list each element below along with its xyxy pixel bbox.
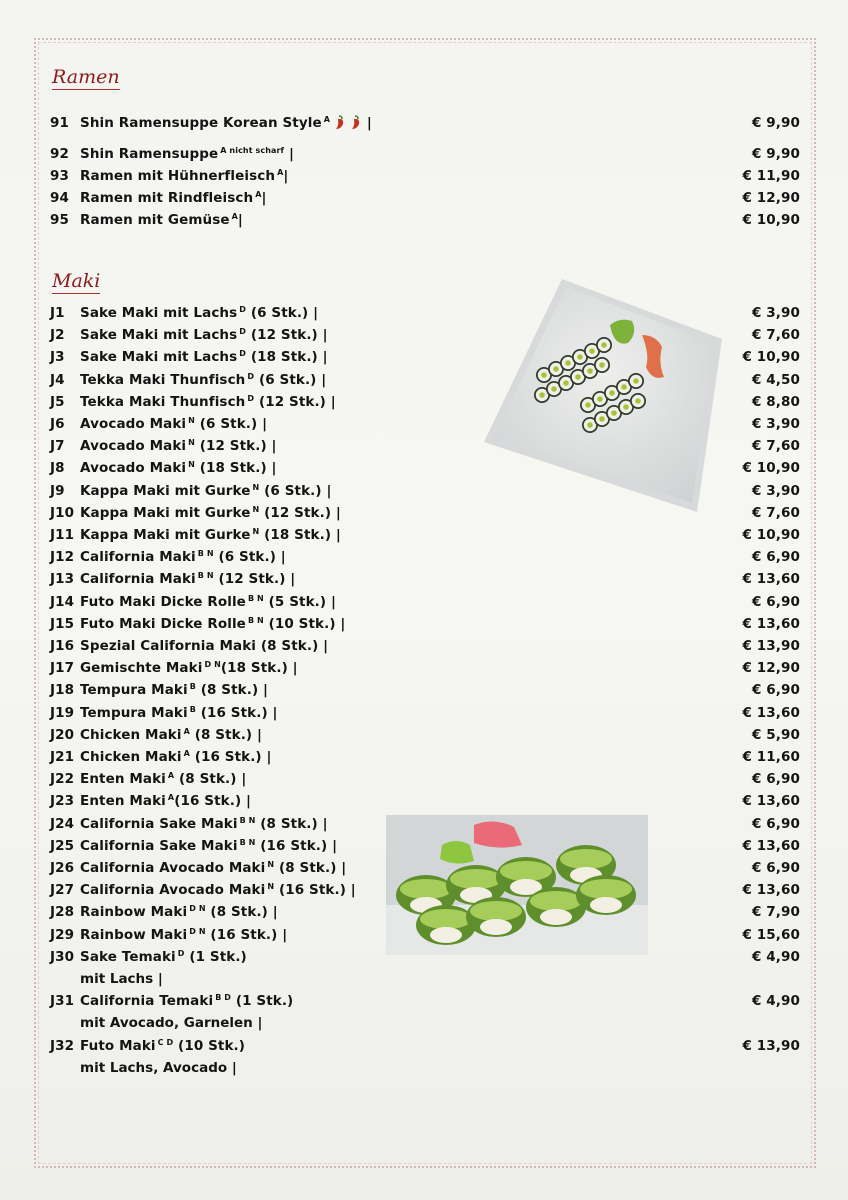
item-price: € 6,90	[751, 594, 800, 610]
item-name-text: Tekka Maki Thunfisch	[80, 394, 246, 410]
item-name	[80, 146, 294, 162]
item-description: mit Avocado, Garnelen |	[80, 1015, 263, 1031]
item-price: € 13,60	[742, 838, 800, 854]
item-price: € 6,90	[751, 682, 800, 698]
allergen-codes: A	[277, 168, 284, 177]
allergen-codes: D N	[204, 660, 221, 669]
item-portion: (12 Stk.) |	[194, 438, 277, 454]
menu-item-row	[50, 594, 800, 614]
item-name	[80, 594, 336, 610]
item-name-text: California Avocado Maki	[80, 860, 266, 876]
item-portion: (6 Stk.) |	[194, 416, 268, 432]
item-name	[80, 727, 262, 743]
item-number: J24	[50, 816, 75, 832]
allergen-codes: A	[183, 727, 190, 736]
item-price: € 13,60	[742, 705, 800, 721]
item-portion: (16 Stk.) |	[189, 749, 272, 765]
item-number: J26	[50, 860, 75, 876]
item-name	[80, 771, 246, 787]
item-number: J29	[50, 927, 75, 943]
item-portion: (8 Stk.) |	[195, 682, 269, 698]
item-name-text: Kappa Maki mit Gurke	[80, 505, 251, 521]
item-number: J10	[50, 505, 75, 521]
item-name-text: Chicken Maki	[80, 727, 182, 743]
item-number: J3	[50, 349, 65, 365]
allergen-codes: D	[177, 949, 185, 958]
item-portion: |	[237, 212, 243, 228]
item-number: J12	[50, 549, 75, 565]
item-price: € 10,90	[742, 527, 800, 543]
item-portion: (8 Stk.) |	[174, 771, 247, 787]
item-name	[80, 816, 328, 832]
item-price: € 7,90	[751, 904, 800, 920]
menu-item-row	[50, 168, 800, 188]
allergen-codes: B	[189, 682, 196, 691]
item-number: J21	[50, 749, 75, 765]
item-portion: |	[362, 115, 372, 131]
allergen-codes: D	[247, 372, 255, 381]
allergen-codes: C D	[157, 1038, 174, 1047]
allergen-codes: D	[239, 349, 247, 358]
menu-item-row	[50, 527, 800, 547]
item-description: mit Lachs, Avocado |	[80, 1060, 237, 1076]
item-number: 95	[50, 212, 69, 228]
allergen-codes: A	[183, 749, 190, 758]
item-name	[80, 682, 268, 698]
item-name	[80, 505, 341, 521]
allergen-codes: N	[188, 438, 195, 447]
item-name	[80, 212, 243, 228]
item-name-text: Gemischte Maki	[80, 660, 203, 676]
item-name-text: Ramen mit Gemüse	[80, 212, 230, 228]
item-name	[80, 305, 318, 321]
item-price: € 6,90	[751, 816, 800, 832]
allergen-codes: B N	[239, 816, 256, 825]
allergen-codes: N	[252, 483, 260, 492]
allergen-codes: D	[247, 394, 255, 403]
menu-item-row	[50, 549, 800, 569]
item-portion: (10 Stk.) |	[263, 616, 346, 632]
item-portion: (18 Stk.) |	[246, 349, 328, 365]
item-portion: (10 Stk.)	[173, 1038, 246, 1054]
item-portion: (16 Stk.) |	[195, 705, 278, 721]
menu-item-row	[50, 115, 800, 135]
item-portion: (12 Stk.) |	[213, 571, 296, 587]
menu-item-row	[50, 793, 800, 813]
allergen-codes: B N	[197, 549, 214, 558]
item-name-text: Tempura Maki	[80, 682, 188, 698]
item-name-text: Enten Maki	[80, 793, 166, 809]
item-name	[80, 882, 356, 898]
item-name-text: Chicken Maki	[80, 749, 182, 765]
item-portion: |	[283, 168, 289, 184]
item-price: € 13,60	[742, 882, 800, 898]
item-name-text: California Maki	[80, 549, 196, 565]
item-price: € 9,90	[751, 146, 800, 162]
item-price: € 7,60	[751, 327, 800, 343]
item-name	[80, 1038, 245, 1054]
item-name-text: Tekka Maki Thunfisch	[80, 372, 246, 388]
item-name-text: Spezial California Maki (8 Stk.) |	[80, 638, 329, 654]
menu-item-row	[50, 771, 800, 791]
item-portion: (18 Stk.) |	[194, 460, 277, 476]
item-name-text: California Sake Maki	[80, 838, 238, 854]
item-price: € 10,90	[742, 349, 800, 365]
item-description: mit Lachs |	[80, 971, 163, 987]
allergen-codes: A	[167, 793, 175, 802]
item-name-text: Shin Ramensuppe	[80, 146, 219, 162]
allergen-codes: B D	[215, 993, 232, 1002]
item-price: € 10,90	[742, 212, 800, 228]
item-number: J4	[50, 372, 65, 388]
item-name-text: Shin Ramensuppe Korean Style	[80, 115, 322, 131]
item-portion: (8 Stk.) |	[274, 860, 347, 876]
item-portion: (6 Stk.) |	[213, 549, 286, 565]
item-name	[80, 927, 287, 943]
item-price: € 11,90	[742, 168, 800, 184]
item-portion: (1 Stk.)	[231, 993, 294, 1009]
item-number: 94	[50, 190, 69, 206]
item-name	[80, 438, 277, 454]
allergen-codes: N	[267, 860, 275, 869]
item-number: J6	[50, 416, 65, 432]
allergen-codes: N	[252, 505, 260, 514]
item-number: J7	[50, 438, 65, 454]
item-portion: (12 Stk.) |	[246, 327, 328, 343]
item-name-text: California Maki	[80, 571, 196, 587]
item-price: € 6,90	[751, 549, 800, 565]
item-name-text: Kappa Maki mit Gurke	[80, 527, 251, 543]
allergen-codes: B N	[247, 594, 264, 603]
item-name	[80, 483, 331, 499]
allergen-codes: D	[239, 327, 247, 336]
item-name	[80, 549, 286, 565]
item-price: € 15,60	[742, 927, 800, 943]
item-price: € 13,90	[742, 638, 800, 654]
item-number: J11	[50, 527, 75, 543]
item-name-text: Rainbow Maki	[80, 904, 188, 920]
item-portion: (18 Stk.) |	[220, 660, 298, 676]
menu-item-row	[50, 190, 800, 210]
chili-pepper-icon	[334, 115, 346, 129]
item-name-text: Futo Maki Dicke Rolle	[80, 594, 246, 610]
item-name-text: Futo Maki	[80, 1038, 156, 1054]
item-portion: (16 Stk.) |	[274, 882, 356, 898]
chili-pepper-icon	[350, 115, 362, 129]
allergen-codes: D N	[189, 927, 206, 936]
item-price: € 8,80	[751, 394, 800, 410]
item-number: J17	[50, 660, 75, 676]
allergen-codes: B N	[247, 616, 264, 625]
item-name-text: Sake Temaki	[80, 949, 176, 965]
item-name	[80, 949, 247, 965]
item-name	[80, 372, 326, 388]
item-portion: |	[261, 190, 267, 206]
allergen-codes: N	[252, 527, 260, 536]
allergen-codes: B	[189, 705, 196, 714]
item-number: 93	[50, 168, 69, 184]
item-name	[80, 327, 328, 343]
item-portion: (16 Stk.) |	[174, 793, 252, 809]
item-price: € 6,90	[751, 771, 800, 787]
item-portion: (18 Stk.) |	[259, 527, 341, 543]
menu-item-row	[50, 682, 800, 702]
item-name-text: Sake Maki mit Lachs	[80, 305, 238, 321]
item-portion: (16 Stk.) |	[255, 838, 338, 854]
item-name-text: Avocado Maki	[80, 438, 187, 454]
item-name	[80, 349, 328, 365]
item-number: J16	[50, 638, 75, 654]
item-portion: (1 Stk.)	[184, 949, 247, 965]
allergen-codes: D N	[189, 904, 206, 913]
item-price: € 12,90	[742, 660, 800, 676]
menu-item-row	[50, 660, 800, 680]
allergen-codes: N	[188, 416, 195, 425]
item-name	[80, 460, 277, 476]
menu-item-row	[50, 749, 800, 769]
item-name	[80, 993, 293, 1009]
item-name-text: Avocado Maki	[80, 416, 187, 432]
menu-item-row	[50, 146, 800, 166]
item-number: J2	[50, 327, 65, 343]
item-name	[80, 860, 346, 876]
item-name	[80, 838, 337, 854]
item-name-text: Kappa Maki mit Gurke	[80, 483, 251, 499]
item-number: J13	[50, 571, 75, 587]
item-number: J27	[50, 882, 75, 898]
item-name	[80, 638, 328, 654]
item-price: € 13,60	[742, 616, 800, 632]
item-portion: (6 Stk.) |	[254, 372, 327, 388]
menu-item-row	[50, 705, 800, 725]
item-price: € 4,90	[751, 993, 800, 1009]
item-name	[80, 705, 278, 721]
item-portion: (6 Stk.) |	[246, 305, 319, 321]
allergen-codes: N	[188, 460, 195, 469]
item-name-text: Enten Maki	[80, 771, 166, 787]
item-number: J20	[50, 727, 75, 743]
item-portion: (8 Stk.) |	[205, 904, 278, 920]
item-number: J8	[50, 460, 65, 476]
allergen-codes: B N	[239, 838, 256, 847]
item-name-text: California Temaki	[80, 993, 214, 1009]
item-portion: (5 Stk.) |	[263, 594, 336, 610]
item-number: J28	[50, 904, 75, 920]
allergen-codes: A	[167, 771, 175, 780]
maki-section-title: Maki	[52, 270, 101, 292]
item-price: € 13,90	[742, 1038, 800, 1054]
item-portion: |	[284, 146, 294, 162]
item-price: € 12,90	[742, 190, 800, 206]
item-number: J31	[50, 993, 75, 1009]
menu-item-row	[50, 616, 800, 636]
allergen-codes: A	[255, 190, 262, 199]
item-name-text: Rainbow Maki	[80, 927, 188, 943]
item-portion: (16 Stk.) |	[205, 927, 288, 943]
item-name-text: Tempura Maki	[80, 705, 188, 721]
allergen-codes: A	[231, 212, 238, 221]
item-name	[80, 115, 372, 131]
allergen-codes: A nicht scharf	[220, 146, 285, 155]
avocado-rolls-photo	[386, 815, 648, 955]
item-portion: (8 Stk.) |	[189, 727, 263, 743]
item-price: € 11,60	[742, 749, 800, 765]
maki-plate-photo	[482, 277, 722, 517]
item-portion: (12 Stk.) |	[259, 505, 341, 521]
item-name-text: Avocado Maki	[80, 460, 187, 476]
item-name	[80, 749, 272, 765]
item-number: J19	[50, 705, 75, 721]
menu-item-row	[50, 993, 800, 1013]
item-name	[80, 793, 251, 809]
menu-item-row	[50, 571, 800, 591]
allergen-codes: D	[239, 305, 247, 314]
item-number: 91	[50, 115, 69, 131]
item-price: € 4,90	[751, 949, 800, 965]
menu-item-row	[50, 1038, 800, 1058]
item-name-text: Ramen mit Hühnerfleisch	[80, 168, 276, 184]
item-price: € 9,90	[751, 115, 800, 131]
item-number: J18	[50, 682, 75, 698]
item-price: € 10,90	[742, 460, 800, 476]
allergen-codes: N	[267, 882, 275, 891]
allergen-codes: B N	[197, 571, 214, 580]
item-price: € 4,50	[751, 372, 800, 388]
item-number: J30	[50, 949, 75, 965]
item-number: J14	[50, 594, 75, 610]
item-name	[80, 904, 278, 920]
item-name-text: Sake Maki mit Lachs	[80, 327, 238, 343]
item-name	[80, 660, 298, 676]
item-number: J22	[50, 771, 75, 787]
item-number: J1	[50, 305, 65, 321]
item-price: € 7,60	[751, 505, 800, 521]
item-number: J9	[50, 483, 65, 499]
item-price: € 13,60	[742, 571, 800, 587]
item-portion: (12 Stk.) |	[254, 394, 336, 410]
item-portion: (8 Stk.) |	[255, 816, 328, 832]
item-number: J32	[50, 1038, 75, 1054]
item-price: € 3,90	[751, 305, 800, 321]
item-name	[80, 571, 295, 587]
item-name	[80, 527, 341, 543]
item-name-text: California Avocado Maki	[80, 882, 266, 898]
item-name	[80, 616, 345, 632]
item-name-text: Futo Maki Dicke Rolle	[80, 616, 246, 632]
item-name-text: California Sake Maki	[80, 816, 238, 832]
item-number: J23	[50, 793, 75, 809]
menu-item-row	[50, 638, 800, 658]
item-name	[80, 394, 336, 410]
item-number: 92	[50, 146, 69, 162]
item-name	[80, 168, 288, 184]
ramen-section-title: Ramen	[52, 66, 120, 88]
item-price: € 7,60	[751, 438, 800, 454]
item-name-text: Sake Maki mit Lachs	[80, 349, 238, 365]
item-number: J15	[50, 616, 75, 632]
menu-item-row	[50, 727, 800, 747]
item-price: € 6,90	[751, 860, 800, 876]
item-number: J5	[50, 394, 65, 410]
menu-item-row	[50, 212, 800, 232]
item-price: € 3,90	[751, 416, 800, 432]
item-name	[80, 190, 267, 206]
item-name-text: Ramen mit Rindfleisch	[80, 190, 254, 206]
item-price: € 3,90	[751, 483, 800, 499]
allergen-codes: A	[323, 115, 331, 124]
item-number: J25	[50, 838, 75, 854]
item-portion: (6 Stk.) |	[259, 483, 332, 499]
item-name	[80, 416, 267, 432]
item-price: € 5,90	[751, 727, 800, 743]
item-price: € 13,60	[742, 793, 800, 809]
